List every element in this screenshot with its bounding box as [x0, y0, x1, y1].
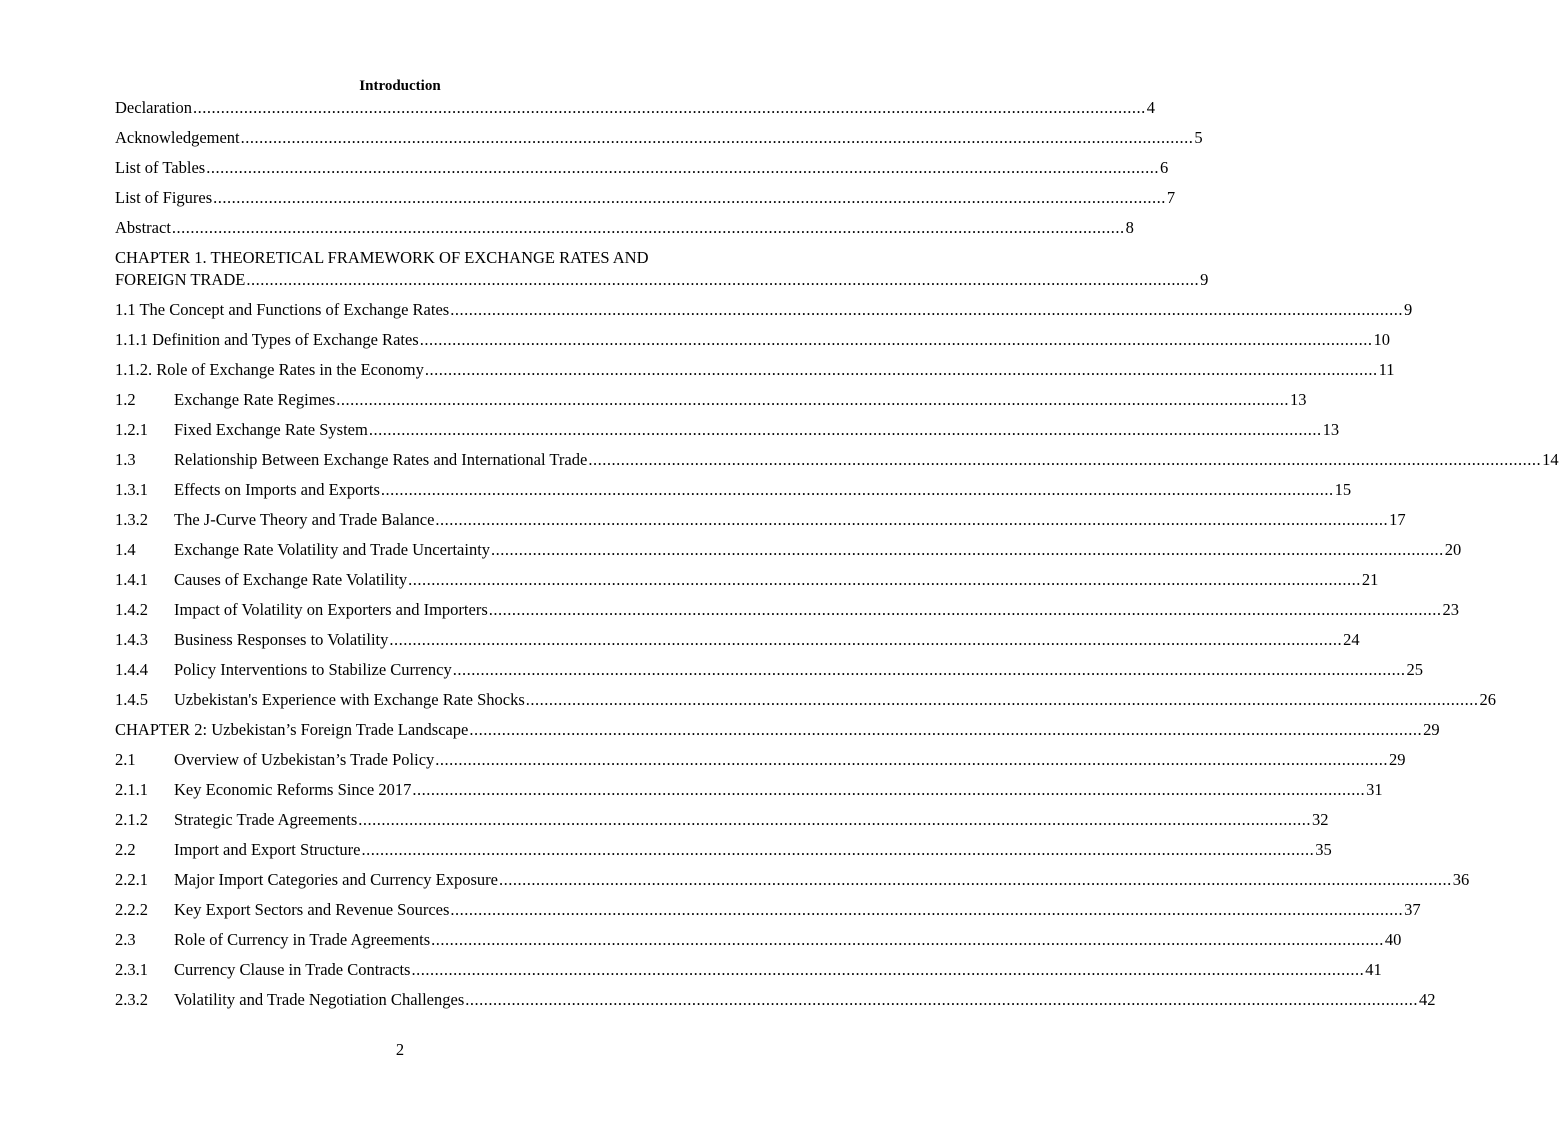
- table-of-contents: [115, 97, 1559, 1019]
- toc-page-number: 5: [1194, 128, 1203, 147]
- toc-page-number: 9: [1403, 300, 1413, 319]
- toc-section-number: 2.2.1: [115, 870, 148, 889]
- toc-entry: [115, 959, 1382, 989]
- toc-page-number: 29: [1389, 750, 1406, 769]
- toc-leader-dots: ..............................................................................................................................................................................................................: [246, 270, 1200, 289]
- toc-leader-dots: ..............................................................................................................................................................................................................: [411, 960, 1365, 979]
- toc-leader-dots: ..............................................................................................................................................................................................................: [171, 218, 1125, 237]
- toc-entry-title: Business Responses to Volatility: [174, 630, 389, 649]
- toc-section-number: 2.2: [115, 840, 136, 859]
- toc-page-number: 24: [1343, 630, 1360, 649]
- toc-entry-title: Acknowledgement: [115, 128, 240, 147]
- toc-leader-dots: ..............................................................................................................................................................................................................: [206, 158, 1159, 177]
- toc-leader-dots: ..............................................................................................................................................................................................................: [491, 540, 1444, 559]
- toc-entry: [115, 187, 1176, 217]
- toc-entry: [115, 359, 1395, 389]
- toc-entry: [115, 719, 1440, 749]
- toc-entry-title: Strategic Trade Agreements: [174, 810, 358, 829]
- toc-page-number: 13: [1322, 420, 1340, 439]
- toc-entry-title: The J-Curve Theory and Trade Balance: [174, 510, 435, 529]
- toc-page-number: 42: [1419, 990, 1436, 1009]
- toc-entry: [115, 689, 1496, 719]
- toc-entry: [115, 929, 1402, 959]
- toc-leader-dots: ..............................................................................................................................................................................................................: [336, 390, 1290, 409]
- toc-entry: [115, 629, 1360, 659]
- toc-section-number: 2.3: [115, 930, 136, 949]
- toc-section-number: 1.4: [115, 540, 136, 559]
- toc-leader-dots: ..............................................................................................................................................................................................................: [588, 450, 1542, 469]
- toc-entry-title: Declaration: [115, 98, 192, 117]
- toc-page-number: 20: [1444, 540, 1462, 559]
- toc-entry-title: Relationship Between Exchange Rates and International Trade: [174, 450, 588, 469]
- toc-entry: [115, 839, 1332, 869]
- toc-page-number: 6: [1159, 158, 1169, 177]
- toc-entry-title: Exchange Rate Regimes: [174, 390, 336, 409]
- toc-entry: [115, 989, 1436, 1019]
- toc-entry: [115, 479, 1352, 509]
- toc-entry: [115, 389, 1307, 419]
- toc-entry-title: CHAPTER 2: Uzbekistan’s Foreign Trade Landscape: [115, 720, 469, 739]
- toc-page-number: 17: [1389, 510, 1406, 529]
- toc-entry-title: Uzbekistan's Experience with Exchange Rate Shocks: [174, 690, 525, 709]
- toc-leader-dots: ..............................................................................................................................................................................................................: [450, 300, 1403, 319]
- toc-section-number: 1.4.2: [115, 600, 148, 619]
- toc-page-number: 15: [1334, 480, 1352, 499]
- toc-entry: [115, 217, 1134, 247]
- toc-leader-dots: ..............................................................................................................................................................................................................: [469, 720, 1423, 739]
- toc-section-number: 1.3: [115, 450, 136, 469]
- toc-leader-dots: ..............................................................................................................................................................................................................: [389, 630, 1343, 649]
- toc-entry: [115, 157, 1169, 187]
- toc-page-number: 35: [1315, 840, 1332, 859]
- toc-leader-dots: ..............................................................................................................................................................................................................: [435, 510, 1389, 529]
- toc-entry-title: List of Figures: [115, 188, 213, 207]
- toc-entry-title: Impact of Volatility on Exporters and Importers: [174, 600, 488, 619]
- toc-leader-dots: ..............................................................................................................................................................................................................: [213, 188, 1166, 207]
- toc-heading: Introduction: [359, 78, 441, 94]
- toc-entry-title: Key Economic Reforms Since 2017: [174, 780, 412, 799]
- toc-leader-dots: ..............................................................................................................................................................................................................: [412, 780, 1366, 799]
- toc-entry: [115, 809, 1329, 839]
- toc-entry-title: Import and Export Structure: [174, 840, 361, 859]
- toc-leader-dots: ..............................................................................................................................................................................................................: [192, 98, 1146, 117]
- toc-entry: [115, 539, 1462, 569]
- toc-entry-title: List of Tables: [115, 158, 206, 177]
- toc-entry: [115, 569, 1379, 599]
- toc-entry: [115, 509, 1406, 539]
- toc-leader-dots: ..............................................................................................................................................................................................................: [488, 600, 1442, 619]
- toc-page-number: 41: [1365, 960, 1382, 979]
- toc-entry-title: Volatility and Trade Negotiation Challenges: [174, 990, 465, 1009]
- toc-entry-title: Role of Currency in Trade Agreements: [174, 930, 431, 949]
- toc-entry: [115, 419, 1340, 449]
- toc-leader-dots: ..............................................................................................................................................................................................................: [525, 690, 1479, 709]
- toc-leader-dots: ..............................................................................................................................................................................................................: [465, 990, 1418, 1009]
- toc-section-number: 2.2.2: [115, 900, 148, 919]
- toc-entry-title: Currency Clause in Trade Contracts: [174, 960, 411, 979]
- toc-entry-title: Effects on Imports and Exports: [174, 480, 380, 499]
- toc-section-number: 1.4.5: [115, 690, 148, 709]
- toc-entry: [115, 749, 1406, 779]
- toc-leader-dots: ..............................................................................................................................................................................................................: [380, 480, 1334, 499]
- toc-section-number: 1.2.1: [115, 420, 148, 439]
- toc-page-number: 11: [1378, 360, 1395, 379]
- toc-page-number: 7: [1166, 188, 1176, 207]
- toc-entry-title: Exchange Rate Volatility and Trade Uncertainty: [174, 540, 491, 559]
- toc-leader-dots: ..............................................................................................................................................................................................................: [358, 810, 1312, 829]
- toc-entry-title: 1.1.1 Definition and Types of Exchange Rates: [115, 330, 419, 349]
- toc-entry-title-cont: FOREIGN TRADE: [115, 270, 246, 289]
- toc-entry: [115, 127, 1203, 157]
- toc-page-number: 14: [1542, 450, 1559, 469]
- toc-page-number: 32: [1312, 810, 1329, 829]
- toc-leader-dots: ..............................................................................................................................................................................................................: [424, 360, 1378, 379]
- toc-entry: [115, 869, 1470, 899]
- toc-entry-title: Key Export Sectors and Revenue Sources: [174, 900, 450, 919]
- toc-page-number: 21: [1361, 570, 1379, 589]
- toc-page-number: 40: [1384, 930, 1402, 949]
- toc-leader-dots: ..............................................................................................................................................................................................................: [408, 570, 1361, 589]
- toc-leader-dots: ..............................................................................................................................................................................................................: [498, 870, 1452, 889]
- toc-page-number: 25: [1406, 660, 1423, 679]
- toc-page-number: 31: [1366, 780, 1383, 799]
- toc-section-number: 2.3.2: [115, 990, 148, 1009]
- toc-page-number: 26: [1479, 690, 1496, 709]
- toc-leader-dots: ..............................................................................................................................................................................................................: [368, 420, 1322, 439]
- toc-entry: [115, 599, 1459, 629]
- toc-section-number: 1.4.3: [115, 630, 148, 649]
- toc-leader-dots: ..............................................................................................................................................................................................................: [431, 930, 1384, 949]
- toc-entry-title: 1.1.2. Role of Exchange Rates in the Economy: [115, 360, 424, 379]
- toc-entry-line2: [115, 269, 1209, 291]
- toc-entry-title: Major Import Categories and Currency Exposure: [174, 870, 498, 889]
- toc-section-number: 1.2: [115, 390, 136, 409]
- toc-section-number: 1.3.2: [115, 510, 148, 529]
- toc-leader-dots: ..............................................................................................................................................................................................................: [450, 900, 1404, 919]
- toc-entry: [115, 329, 1390, 359]
- toc-section-number: 1.3.1: [115, 480, 148, 499]
- toc-page-number: 36: [1452, 870, 1470, 889]
- toc-leader-dots: ..............................................................................................................................................................................................................: [435, 750, 1389, 769]
- toc-section-number: 2.1.1: [115, 780, 148, 799]
- toc-section-number: 1.4.4: [115, 660, 148, 679]
- toc-leader-dots: ..............................................................................................................................................................................................................: [361, 840, 1315, 859]
- toc-page-number: 4: [1146, 98, 1155, 117]
- toc-section-number: 2.1.2: [115, 810, 148, 829]
- toc-entry: [115, 899, 1421, 929]
- toc-entry: [115, 97, 1155, 127]
- toc-entry-title: Overview of Uzbekistan’s Trade Policy: [174, 750, 435, 769]
- toc-entry-title: Causes of Exchange Rate Volatility: [174, 570, 408, 589]
- toc-leader-dots: ..............................................................................................................................................................................................................: [419, 330, 1373, 349]
- toc-page-number: 37: [1404, 900, 1421, 919]
- toc-page-number: 13: [1290, 390, 1307, 409]
- toc-section-number: 2.3.1: [115, 960, 148, 979]
- toc-entry-title: Abstract: [115, 218, 171, 237]
- toc-leader-dots: ..............................................................................................................................................................................................................: [452, 660, 1406, 679]
- toc-entry: [115, 247, 1209, 299]
- toc-page-number: 8: [1125, 218, 1134, 237]
- toc-entry: [115, 299, 1413, 329]
- toc-entry: [115, 449, 1559, 479]
- toc-page-number: 29: [1423, 720, 1440, 739]
- toc-entry: [115, 659, 1423, 689]
- page-number: 2: [395, 1040, 405, 1059]
- toc-section-number: 1.4.1: [115, 570, 148, 589]
- toc-entry-title: CHAPTER 1. THEORETICAL FRAMEWORK OF EXCHANGE RATES AND: [115, 248, 649, 267]
- toc-leader-dots: ..............................................................................................................................................................................................................: [240, 128, 1194, 147]
- toc-page-number: 10: [1373, 330, 1390, 349]
- toc-entry-title: Fixed Exchange Rate System: [174, 420, 368, 439]
- toc-entry-title: 1.1 The Concept and Functions of Exchange Rates: [115, 300, 450, 319]
- toc-section-number: 2.1: [115, 750, 136, 769]
- toc-entry-title: Policy Interventions to Stabilize Currency: [174, 660, 452, 679]
- toc-entry: [115, 779, 1383, 809]
- toc-page-number: 9: [1200, 270, 1209, 289]
- toc-page-number: 23: [1442, 600, 1459, 619]
